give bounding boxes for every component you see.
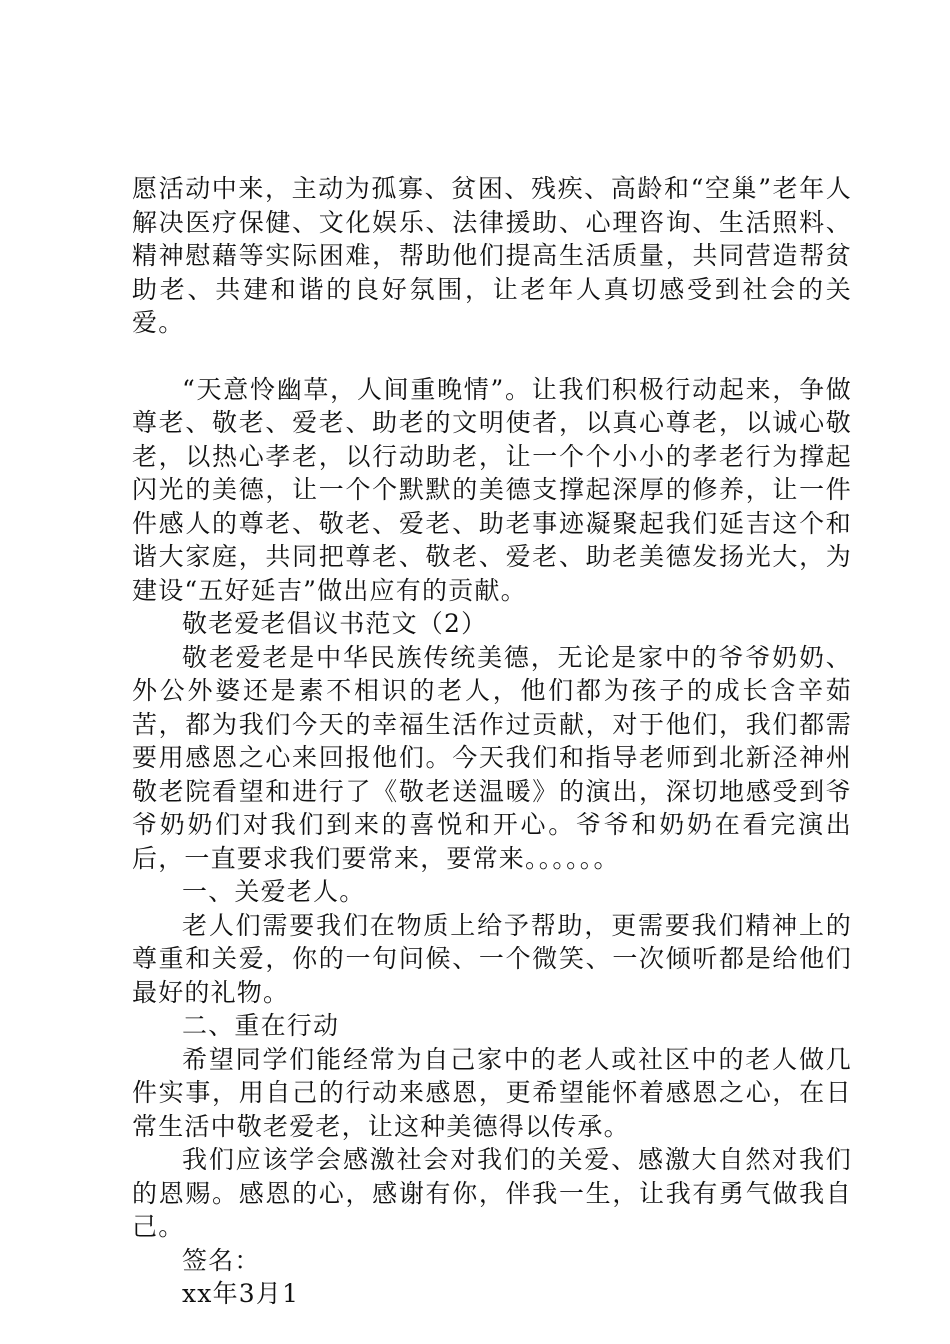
paragraph-gratitude: 我们应该学会感激社会对我们的关爱、感激大自然对我们的恩赐。感恩的心，感谢有你，伴我一生，让我有勇气做我自己。 — [132, 1145, 852, 1241]
paragraph-care-details: 老人们需要我们在物质上给予帮助，更需要我们精神上的尊重和关爱，你的一句问候、一个微笑、一次倾听都是给他们最好的礼物。 — [132, 910, 852, 1007]
paragraph-action-details: 希望同学们能经常为自己家中的老人或社区中的老人做几件实事，用自己的行动来感恩，更希望能怀着感恩之心，在日常生活中敬老爱老，让这种美德得以传承。 — [132, 1044, 852, 1141]
heading-take-action: 二、重在行动 — [182, 1011, 340, 1040]
date-line: xx年3月1 — [182, 1279, 300, 1308]
document-body — [132, 172, 852, 1311]
section-heading-sample-2: 敬老爱老倡议书范文（2） — [182, 609, 488, 638]
paragraph-respect-elders: 敬老爱老是中华民族传统美德，无论是家中的爷爷奶奶、外公外婆还是素不相识的老人，他们都为孩子的成长含辛茹苦，都为我们今天的幸福生活作过贡献，对于他们，我们都需要用感恩之心来回报他们。今天我们和指导老师到北新泾神州敬老院看望和进行了《敬老送温暖》的演出，深切地感受到爷爷奶奶们对我们到来的喜悦和开心。爷爷和奶奶在看完演出后，一直要求我们要常来，要常来。。。。。。 — [132, 642, 852, 873]
paragraph-call-to-action: “天意怜幽草，人间重晚情”。让我们积极行动起来，争做尊老、敬老、爱老、助老的文明使者，以真心尊老，以诚心敬老，以热心孝老，以行动助老，让一个个小小的孝老行为撑起闪光的美德，让一个个默默的美德支撑起深厚的修养，让一件件感人的尊老、敬老、爱老、助老事迹凝聚起我们延吉这个和谐大家庭，共同把尊老、敬老、爱老、助老美德发扬光大，为建设“五好延吉”做出应有的贡献。 — [132, 374, 852, 605]
signature-label: 签名： — [182, 1245, 261, 1275]
paragraph-volunteer-activities: 愿活动中来，主动为孤寡、贫困、残疾、高龄和“空巢”老年人解决医疗保健、文化娱乐、法律援助、心理咨询、生活照料、精神慰藉等实际困难，帮助他们提高生活质量，共同营造帮贫助老、共建和谐的良好氛围，让老年人真切感受到社会的关爱。 — [132, 174, 852, 337]
heading-care-for-elders: 一、关爱老人。 — [182, 877, 366, 906]
